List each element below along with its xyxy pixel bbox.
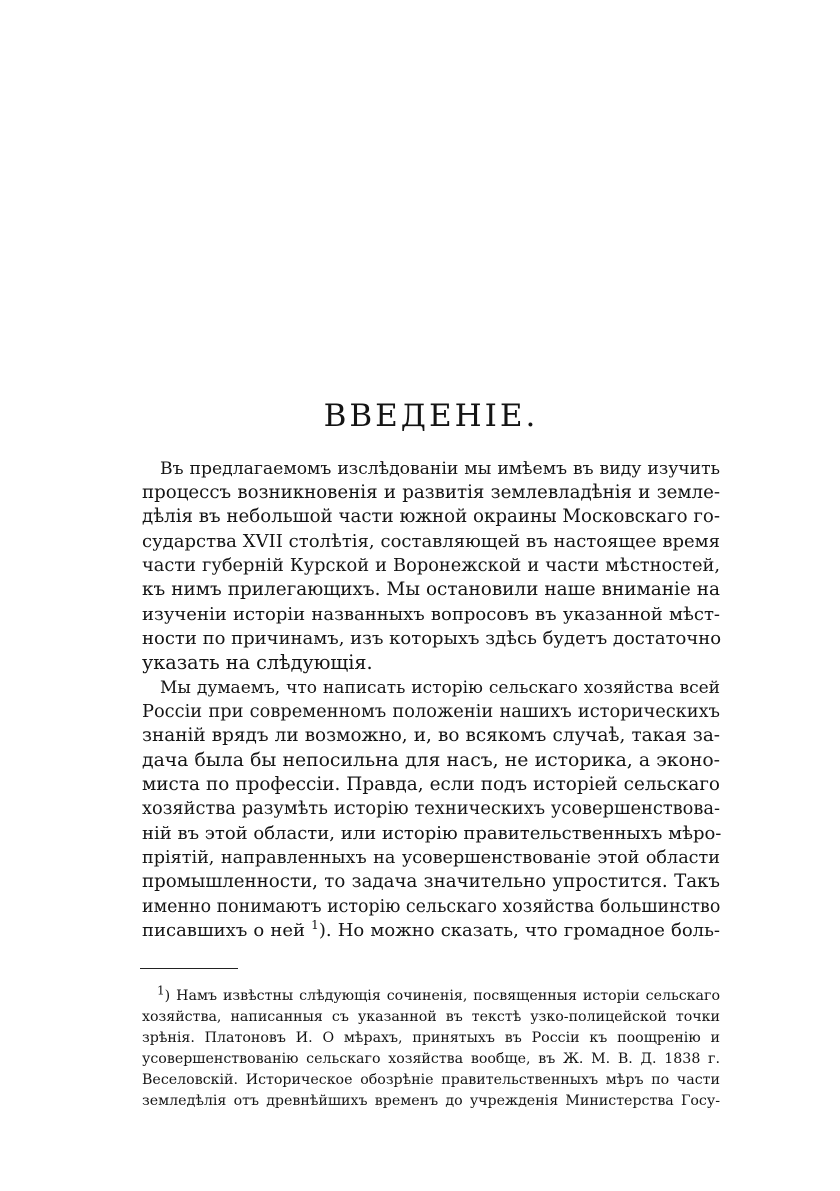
body-line: части губерній Курской и Воронежской и части мѣстностей,	[142, 555, 720, 576]
body-line: ній въ этой области, или исторію правительственныхъ мѣро-	[142, 823, 722, 844]
body-line: дача была бы непосильна для насъ, не историка, а эконо-	[142, 750, 720, 771]
footnote-divider	[140, 968, 238, 969]
body-line: Мы думаемъ, что написать исторію сельскаго хозяйства всей	[160, 678, 720, 698]
footnote-line: хозяйства, написанныя съ указанной въ текстѣ узко-полицейской точки	[142, 1009, 720, 1025]
body-line: хозяйства разумѣть исторію техническихъ усовершенствова-	[142, 798, 720, 819]
body-line: сударства XVII столѣтія, составляющей въ настоящее время	[142, 531, 720, 552]
body-line: Россіи при современномъ положеніи нашихъ историческихъ	[142, 701, 720, 722]
body-line-last	[142, 919, 720, 943]
body-line: процессъ возникновенія и развитія землевладѣнія и земле-	[142, 482, 720, 503]
body-line: промышленности, то задача значительно упростится. Такъ	[142, 871, 720, 892]
body-line: миста по профессіи. Правда, если подъ исторіей сельскаго	[142, 774, 720, 795]
body-line-text: ). Но можно сказать, что громадное боль-	[318, 920, 720, 941]
body-line: дѣлія въ небольшой части южной окраины Московскаго го-	[142, 506, 720, 527]
page-title: ВВЕДЕНІЕ.	[323, 398, 539, 434]
body-line: Въ предлагаемомъ изслѣдованіи мы имѣемъ въ виду изучить	[160, 459, 720, 479]
body-line: къ нимъ прилегающихъ. Мы остановили наше вниманіе на	[142, 579, 720, 600]
body-line-text: писавшихъ о ней	[142, 920, 312, 941]
footnote-line: зрѣнія. Платоновъ И. О мѣрахъ, принятыхъ въ Россіи къ поощренію и	[142, 1030, 720, 1046]
body-line: ности по причинамъ, изъ которыхъ здѣсь будетъ достаточно	[142, 628, 722, 649]
body-line: указать на слѣдующія.	[142, 651, 373, 674]
body-line: пріятій, направленныхъ на усовершенствованіе этой области	[142, 848, 720, 868]
footnote-line: усовершенствованію сельскаго хозяйства вообще, въ Ж. М. В. Д. 1838 г.	[142, 1051, 720, 1067]
footnote-text: ) Намъ извѣстны слѣдующія сочиненія, посвященныя исторіи сельскаго	[164, 988, 720, 1004]
footnote-line: земледѣлія отъ древнѣйшихъ временъ до учрежденія Министерства Госу-	[142, 1093, 720, 1109]
body-line: знаній врядъ ли возможно, и, во всякомъ случаѣ, такая за-	[142, 725, 720, 746]
footnote-number: 1	[157, 983, 165, 998]
footnote-reference[interactable]: 1	[311, 918, 319, 932]
footnote-line	[157, 983, 720, 1007]
body-line: изученіи исторіи названныхъ вопросовъ въ указанной мѣст-	[142, 604, 720, 625]
footnote-line: Веселовскій. Историческое обозрѣніе правительственныхъ мѣръ по части	[142, 1072, 720, 1088]
body-line: именно понимаютъ исторію сельскаго хозяйства большинство	[142, 897, 721, 917]
